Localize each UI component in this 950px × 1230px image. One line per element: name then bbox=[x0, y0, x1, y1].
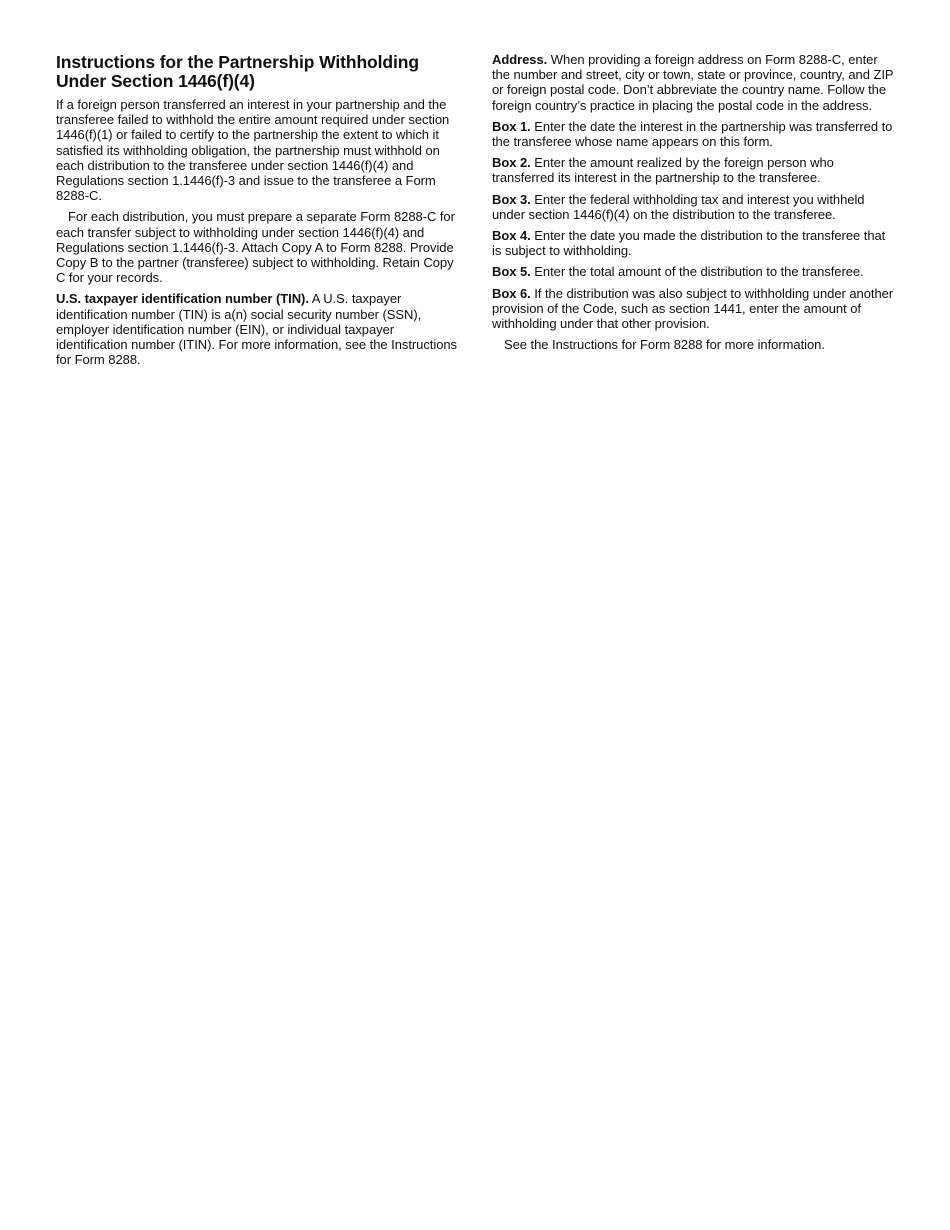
box-4-text: Enter the date you made the distribution to the transferee that is subject to withholding. bbox=[492, 228, 886, 259]
tin-heading: U.S. taxpayer identification number (TIN). bbox=[56, 291, 309, 307]
left-column bbox=[56, 53, 460, 373]
box-6-label: Box 6. bbox=[492, 285, 531, 301]
box-5-text: Enter the total amount of the distribution to the transferee. bbox=[530, 264, 864, 280]
intro-paragraph: If a foreign person transferred an interest in your partnership and the transferee failed to withhold the entire amount required under section 1446(f)(1) or failed to certify to the partnership the extent to which it satisfied its withholding obligation, the partnership must withhold on each distribution to the transferee under section 1446(f)(4) and Regulations section 1.1446(f)-3 and issue to the transferee a Form 8288-C. bbox=[56, 97, 450, 204]
box-2-text: Enter the amount realized by the foreign person who transferred its interest in the partnership to the transferee. bbox=[492, 155, 834, 186]
box-5-paragraph bbox=[492, 264, 896, 279]
box-2-paragraph bbox=[492, 155, 896, 185]
box-4-paragraph bbox=[492, 228, 896, 258]
box-3-text: Enter the federal withholding tax and interest you withheld under section 1446(f)(4) on the distribution to the transferee. bbox=[492, 191, 865, 222]
see-also-paragraph: See the Instructions for Form 8288 for more information. bbox=[504, 337, 825, 353]
each-distribution-paragraph: For each distribution, you must prepare a separate Form 8288-C for each transfer subject to withholding under section 1446(f)(4) and Regulations section 1.1446(f)-3. Attach Copy A to Form 8288. Provide Copy B to the partner (transferee) subject to withholding. Retain Copy C for your records. bbox=[56, 209, 455, 286]
box-3-label: Box 3. bbox=[492, 191, 531, 207]
box-1-text: Enter the date the interest in the partnership was transferred to the transferee whose name appears on this form. bbox=[492, 118, 893, 150]
tin-paragraph bbox=[56, 291, 460, 367]
box-4-label: Box 4. bbox=[492, 228, 531, 244]
address-heading: Address. bbox=[492, 52, 548, 67]
box-6-text: If the distribution was also subject to withholding under another provision of the Code, such as section 1441, enter the amount of withholding under that other provision. bbox=[492, 285, 894, 332]
address-paragraph bbox=[492, 52, 896, 113]
box-1-label: Box 1. bbox=[492, 118, 531, 134]
right-column bbox=[492, 52, 896, 358]
tin-text: A U.S. taxpayer identification number (TIN) is a(n) social security number (SSN), employer identification number (EIN), or individual taxpayer identification number (ITIN). For more information, see the Instructions for Form 8288. bbox=[56, 291, 458, 368]
box-3-paragraph bbox=[492, 192, 896, 222]
instructions-title: Instructions for the Partnership Withholding Under Section 1446(f)(4) bbox=[56, 52, 419, 91]
box-2-label: Box 2. bbox=[492, 155, 531, 171]
address-text: When providing a foreign address on Form 8288-C, enter the number and street, city or town, state or province, country, and ZIP or foreign postal code. Don’t abbreviate the country name. Follow the foreign country’s practice in placing the postal code in the address. bbox=[492, 52, 894, 113]
box-1-paragraph bbox=[492, 119, 896, 149]
box-6-paragraph bbox=[492, 286, 896, 332]
box-5-label: Box 5. bbox=[492, 264, 531, 280]
